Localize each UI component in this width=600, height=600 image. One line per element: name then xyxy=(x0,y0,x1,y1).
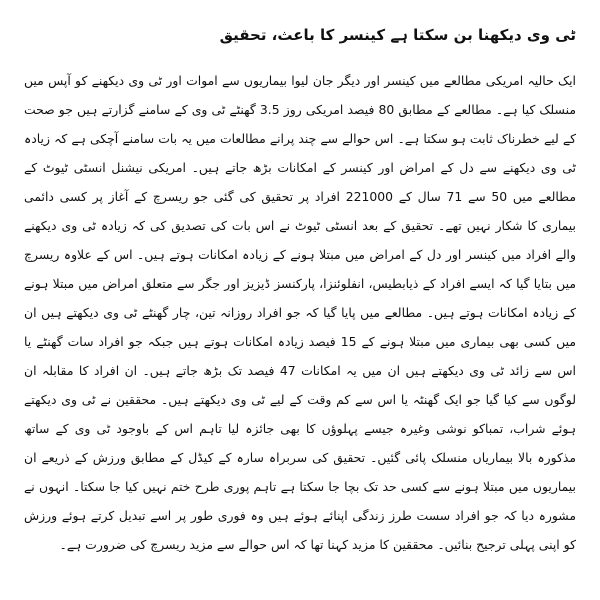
article-sentence: محققین کا مزید کہنا تھا کہ اس حوالے سے مزید ریسرچ کی ضرورت ہے۔ xyxy=(59,537,434,552)
article-sentence: اس حوالے سے چند پرانے مطالعات میں یہ بات سامنے آچکی ہے کہ زیادہ ٹی وی دیکھنے سے دل کے امراض اور کینسر کے امکانات بڑھ جاتے ہیں۔ xyxy=(24,131,576,175)
article-sentence: امریکی نیشنل انسٹی ٹیوٹ کے مطالعے میں 50 سے 71 سال کے 221000 افراد پر تحقیق کی گئی جو ریسرچ کے آغاز پر کسی دائمی بیماری کا شکار نہیں تھے۔ xyxy=(24,160,576,233)
article-sentence: تحقیق کے بعد انسٹی ٹیوٹ نے اس بات کی تصدیق کی کہ زیادہ ٹی وی دیکھنے والے افراد میں کینسر اور دل کے امراض میں مبتلا ہونے کے زیادہ امکانات ہوتے ہیں۔ xyxy=(24,218,576,262)
article-sentence: مطالعے میں پایا گیا کہ جو افراد روزانہ تین، چار گھنٹے ٹی وی دیکھتے ہیں ان میں کسی بھی بیماری میں مبتلا ہونے کے 15 فیصد زیادہ امکانات ہوتے ہیں جبکہ جو افراد سات گھنٹے یا اس سے زائد ٹی وی دیکھتے ہیں ان میں یہ امکانات 47 فیصد تک بڑھ جاتے ہیں۔ xyxy=(24,305,576,378)
article-sentence: ان افراد کا مقابلہ ان لوگوں سے کیا گیا جو ایک گھنٹہ یا اس سے کم وقت کے لیے ٹی وی دیکھتے ہیں۔ xyxy=(24,363,576,407)
article-sentence: تحقیق کی سربراہ سارہ کے کیڈل کے مطابق ورزش کے ذریعے ان بیماریوں میں مبتلا ہونے سے کسی حد تک بچا جا سکتا ہے تاہم پوری طرح ختم نہیں کیا جا سکتا۔ xyxy=(24,450,576,494)
article-sentence: محققین نے ٹی وی دیکھتے ہوئے شراب، تمباکو نوشی وغیرہ جیسے پہلوؤں کا بھی جائزہ لیا تاہم اس کے باوجود ٹی وی کے ساتھ مذکورہ بالا بیماریاں منسلک پائی گئیں۔ xyxy=(24,392,577,465)
article-sentence: انہوں نے مشورہ دیا کہ جو افراد سست طرز زندگی اپنائے ہوئے ہیں وہ فوری طور پر اسے تبدیل کرتے ہوئے ورزش کو اپنی پہلی ترجیح بنائیں۔ xyxy=(24,479,576,552)
article-body xyxy=(24,66,576,559)
article-sentence: مطالعے کے مطابق 80 فیصد امریکی روز 3.5 گھنٹے ٹی وی کے سامنے گزارتے ہیں جو صحت کے لیے خطرناک ثابت ہو سکتا ہے۔ xyxy=(24,102,576,146)
article-headline: ٹی وی دیکھنا بن سکتا ہے کینسر کا باعث، تحقیق xyxy=(219,26,576,44)
article-sentence: اس کے علاوہ ریسرچ میں بتایا گیا کہ ایسے افراد کے ذیابطیس، انفلوئنزا، پارکنسز ڈیزیز اور جگر سے متعلق امراض میں مبتلا ہونے کے زیادہ امکانات ہوتے ہیں۔ xyxy=(24,247,576,320)
article-sentence: ایک حالیہ امریکی مطالعے میں کینسر اور دیگر جان لیوا بیماریوں سے اموات اور ٹی وی دیکھنے کو آپس میں منسلک کیا ہے۔ xyxy=(24,73,576,117)
